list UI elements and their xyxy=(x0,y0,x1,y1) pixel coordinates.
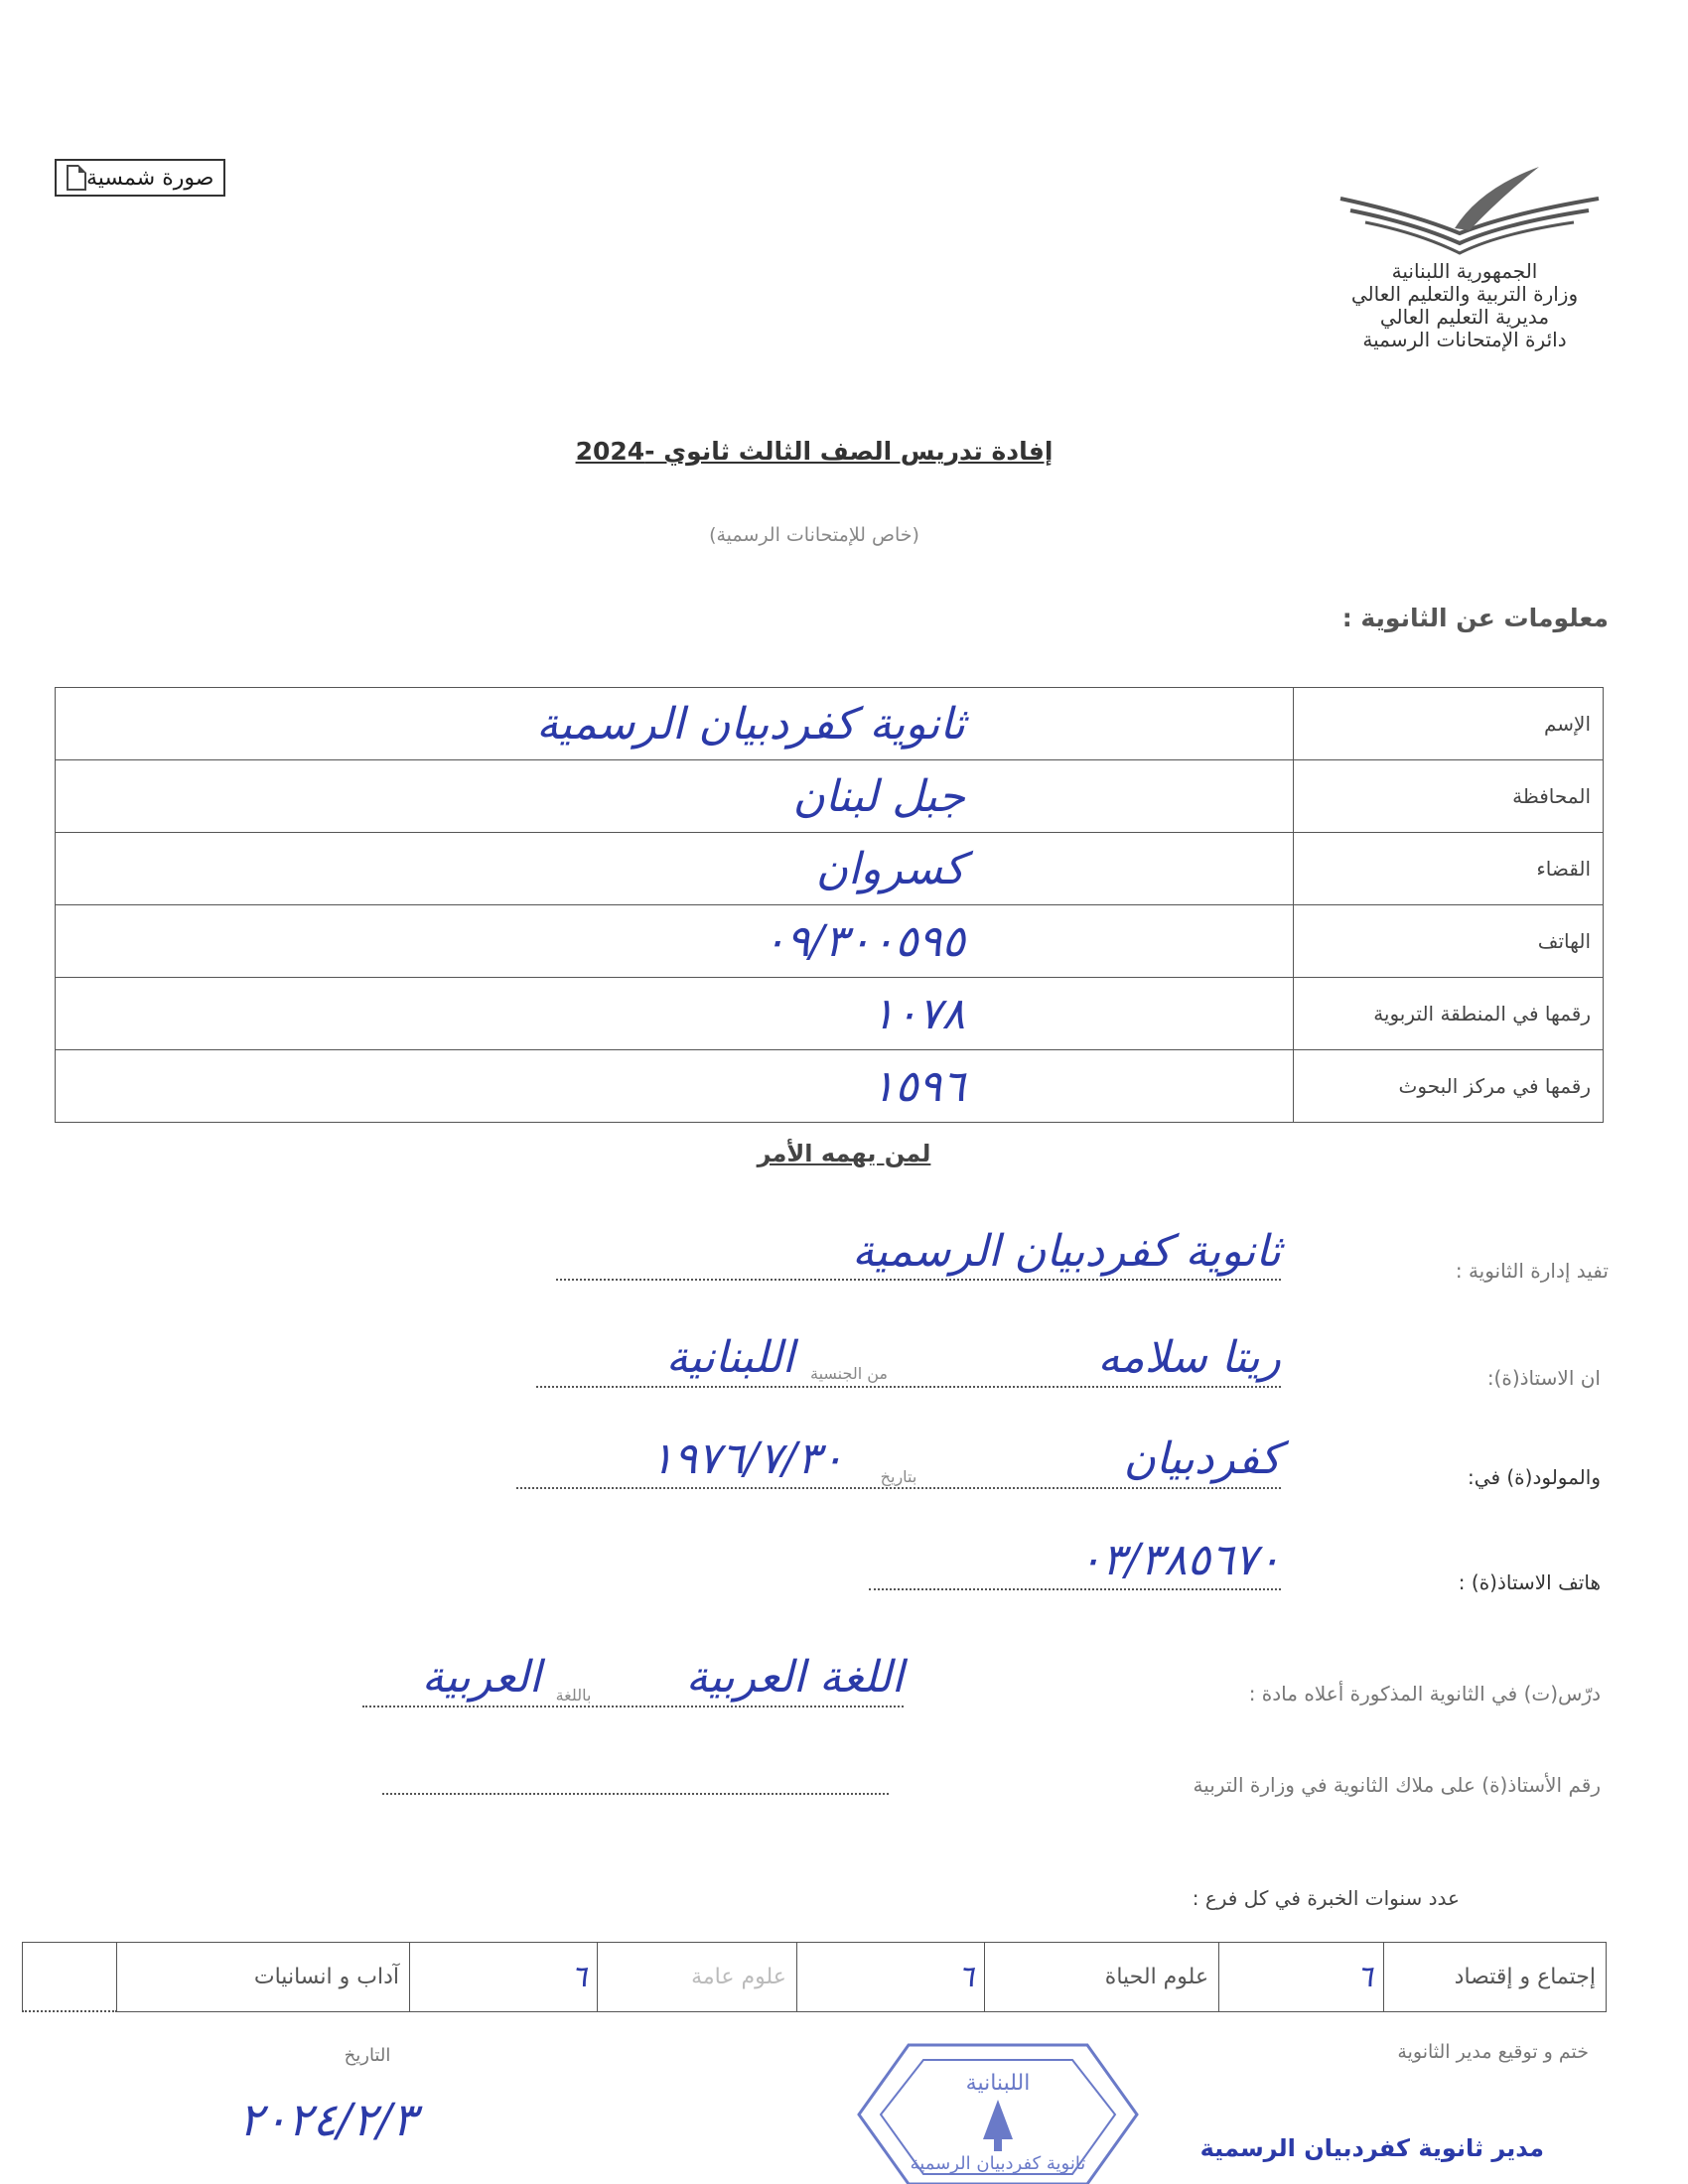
experience-heading: عدد سنوات الخبرة في كل فرع : xyxy=(1192,1886,1460,1910)
ministry-header xyxy=(1321,260,1609,351)
principal-title: مدير ثانوية كفردبيان الرسمية xyxy=(1199,2134,1544,2162)
branch-years xyxy=(23,1943,117,2012)
header-line: وزارة التربية والتعليم العالي xyxy=(1350,282,1579,306)
dotted-line xyxy=(869,1588,1281,1590)
header-line: الجمهورية اللبنانية xyxy=(1391,259,1538,283)
table-row xyxy=(56,1050,1604,1123)
born-date-label: بتاريخ xyxy=(880,1467,917,1486)
branch-label: آداب و انسانيات xyxy=(117,1943,410,2012)
school-seal-stamp xyxy=(849,2025,1147,2184)
seal-top-text: اللبنانية xyxy=(965,2071,1031,2096)
teacher-label: ان الاستاذ(ة): xyxy=(1486,1366,1601,1390)
branch-years: ٦ xyxy=(796,1943,984,2012)
teacher-value: ريتا سلامه xyxy=(1097,1332,1281,1383)
language-value: العربية xyxy=(421,1652,541,1703)
admin-label: تفيد إدارة الثانوية : xyxy=(1455,1259,1609,1283)
school-info-table xyxy=(55,687,1604,1123)
field-value: كسروان xyxy=(56,833,1294,905)
date-label: التاريخ xyxy=(344,2045,391,2066)
open-book-quill-logo xyxy=(1331,159,1609,258)
branch-label: علوم عامة xyxy=(598,1943,797,2012)
field-label: المحافظة xyxy=(1294,760,1604,833)
photo-placeholder xyxy=(55,159,225,197)
field-value: ١٥٩٦ xyxy=(56,1050,1294,1123)
experience-table xyxy=(22,1942,1607,2012)
section-heading: معلومات عن الثانوية : xyxy=(1341,604,1609,632)
nationality-value: اللبنانية xyxy=(665,1332,794,1383)
field-label: الهاتف xyxy=(1294,905,1604,978)
phone-label: هاتف الاستاذ(ة) : xyxy=(1458,1570,1601,1594)
dotted-line xyxy=(556,1279,1281,1281)
branch-years: ٦ xyxy=(1219,1943,1384,2012)
nationality-label: من الجنسية xyxy=(810,1364,888,1383)
principal-signature-label: ختم و توقيع مدير الثانوية xyxy=(1397,2041,1589,2063)
language-label: باللغة xyxy=(555,1686,592,1705)
table-row xyxy=(23,1943,1607,2012)
cedar-icon xyxy=(983,2100,1013,2139)
field-label: رقمها في المنطقة التربوية xyxy=(1294,978,1604,1050)
date-value: ٢٠٢٤/٢/٣ xyxy=(238,2093,417,2146)
table-row xyxy=(56,905,1604,978)
branch-years: ٦ xyxy=(409,1943,597,2012)
dotted-line xyxy=(362,1706,904,1707)
subject-value: اللغة العربية xyxy=(685,1652,904,1703)
born-date-value: ١٩٧٦/٧/٣٠ xyxy=(649,1433,844,1484)
branch-label: إجتماع و إقتصاد xyxy=(1383,1943,1606,2012)
table-row xyxy=(56,978,1604,1050)
header-line: مديرية التعليم العالي xyxy=(1379,305,1550,329)
field-value: جبل لبنان xyxy=(56,760,1294,833)
document-subtitle: (خاص للإمتحانات الرسمية) xyxy=(709,524,919,546)
phone-value: ٠٣/٣٨٥٦٧٠ xyxy=(1078,1535,1281,1585)
header-line: دائرة الإمتحانات الرسمية xyxy=(1362,328,1567,351)
table-row xyxy=(56,760,1604,833)
subject-label: درّس(ت) في الثانوية المذكورة أعلاه مادة : xyxy=(1248,1682,1601,1706)
field-label: الإسم xyxy=(1294,688,1604,760)
dotted-line xyxy=(516,1487,1281,1489)
photo-placeholder-label: صورة شمسية xyxy=(86,165,214,191)
born-label: والمولود(ة) في: xyxy=(1468,1465,1601,1489)
born-place-value: كفردبيان xyxy=(1123,1433,1281,1484)
dotted-line xyxy=(536,1386,1281,1388)
document-title: إفادة تدريس الصف الثالث ثانوي -2024 xyxy=(575,437,1054,466)
ministry-number-label: رقم الأستاذ(ة) على ملاك الثانوية في وزارة التربية xyxy=(1193,1773,1601,1797)
document-icon xyxy=(67,165,86,191)
field-value: ٠٩/٣٠٠٥٩٥ xyxy=(56,905,1294,978)
field-label: القضاء xyxy=(1294,833,1604,905)
table-row xyxy=(56,833,1604,905)
to-whom-heading: لمن يهمه الأمر xyxy=(757,1140,931,1167)
field-value: ثانوية كفردبيان الرسمية xyxy=(56,688,1294,760)
admin-value: ثانوية كفردبيان الرسمية xyxy=(852,1226,1281,1277)
branch-label: علوم الحياة xyxy=(985,1943,1219,2012)
seal-bottom-text: ثانوية كفردبيان الرسمية xyxy=(910,2153,1086,2174)
field-value: ١٠٧٨ xyxy=(56,978,1294,1050)
field-label: رقمها في مركز البحوث xyxy=(1294,1050,1604,1123)
table-row xyxy=(56,688,1604,760)
dotted-line xyxy=(382,1793,889,1795)
